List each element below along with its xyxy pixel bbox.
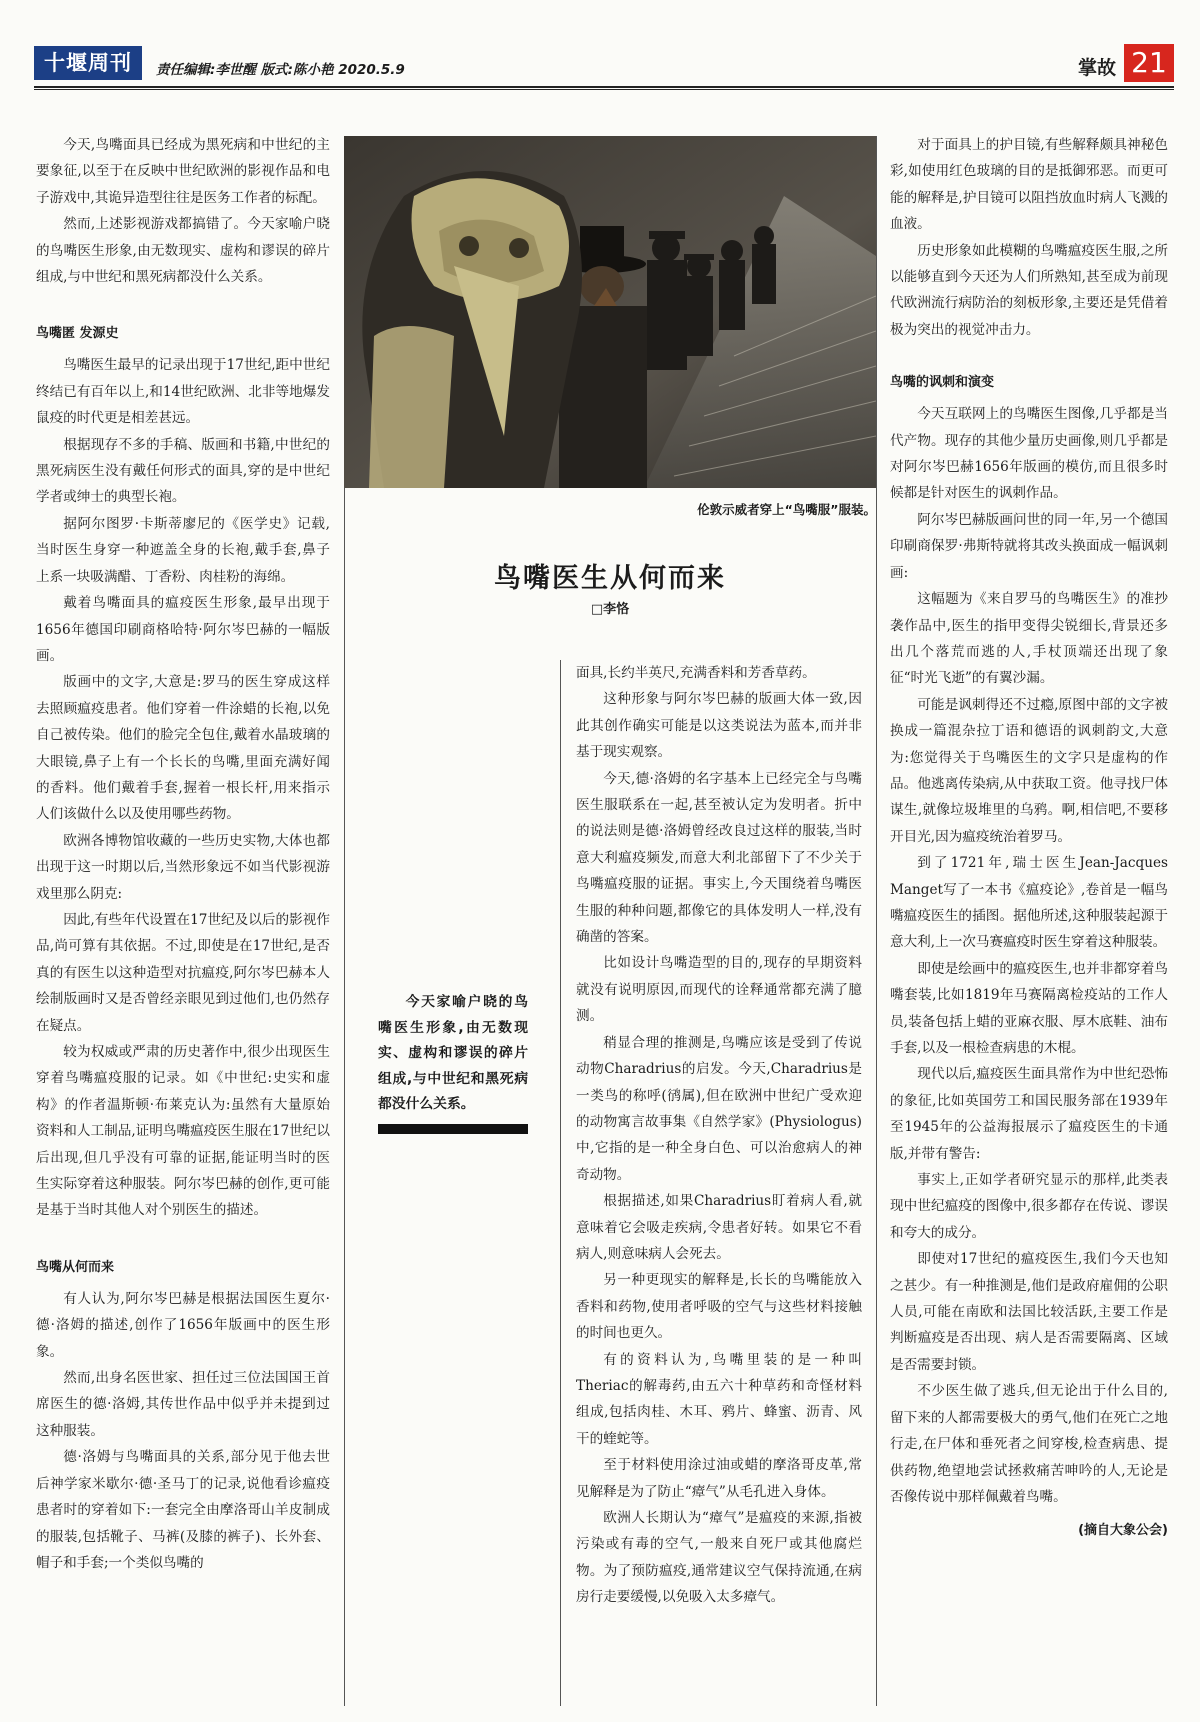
- paragraph: 欧洲各博物馆收藏的一些历史实物,大体也都出现于这一时期以后,当然形象远不如当代影视游戏里那么阴克:: [36, 832, 330, 902]
- newspaper-logo: 十堰周刊: [34, 46, 142, 80]
- article-photo: [344, 136, 876, 488]
- paragraph: 然而,出身名医世家、担任过三位法国国王首席医生的德·洛姆,其传世作品中似乎并未提到过这种服装。: [36, 1370, 330, 1439]
- masthead: [34, 44, 1174, 84]
- section-heading: 鸟嘴匿 发源史: [36, 326, 119, 342]
- paragraph: 德·洛姆与鸟嘴面具的关系,部分见于他去世后神学家米歇尔·德·圣马丁的记录,说他看诊瘟疫患者时的穿着如下:一套完全由摩洛哥山羊皮制成的服装,包括靴子、马裤(及膝的裤子)、长外套、帽子和手套;一个类似鸟嘴的: [36, 1449, 330, 1571]
- article-column-1: [36, 132, 330, 1576]
- page-number: 21: [1124, 44, 1174, 82]
- source-credit: (摘自大象公会): [1078, 1523, 1168, 1539]
- column-divider: [560, 660, 561, 1706]
- paragraph: 然而,上述影视游戏都搞错了。今天家喻户晓的鸟嘴医生形象,由无数现实、虚构和谬误的碎片组成,与中世纪和黑死病都没什么关系。: [36, 216, 330, 286]
- paragraph: 稍显合理的推测是,鸟嘴应该是受到了传说动物Charadrius的启发。今天,Charadrius是一类鸟的称呼(鸻属),但在欧洲中世纪广受欢迎的动物寓言故事集《自然学家》(Physiologus)中,它指的是一种全身白色、可以治愈病人的神奇动物。: [576, 1034, 862, 1183]
- paragraph: 即使是绘画中的瘟疫医生,也并非都穿着鸟嘴套装,比如1819年马赛隔离检疫站的工作人员,装备包括上蜡的亚麻衣服、厚木底鞋、油布手套,以及一根检查病患的木棍。: [890, 960, 1168, 1056]
- section-heading: 鸟嘴从何而来: [36, 1259, 115, 1275]
- editor-line: 责任编辑:李世醒 版式:陈小艳 2020.5.9: [156, 62, 405, 78]
- paragraph: 这种形象与阿尔岑巴赫的版画大体一致,因此其创作确实可能是以这类说法为蓝本,而并非基于现实观察。: [576, 691, 862, 761]
- paragraph: 鸟嘴医生最早的记录出现于17世纪,距中世纪终结已有百年以上,和14世纪欧洲、北非等地爆发鼠疫的时代更是相差甚远。: [36, 357, 330, 427]
- paragraph: 有的资料认为,鸟嘴里装的是一种叫Theriac的解毒药,由五六十种草药和奇怪材料组成,包括肉桂、木耳、鸦片、蜂蜜、沥青、风干的蝰蛇等。: [576, 1351, 862, 1447]
- paragraph: 事实上,正如学者研究显示的那样,此类表现中世纪瘟疫的图像中,很多都存在传说、谬误和夸大的成分。: [890, 1172, 1168, 1241]
- paragraph: 因此,有些年代设置在17世纪及以后的影视作品,尚可算有其依据。不过,即使是在17世纪,是否真的有医生以这种造型对抗瘟疫,阿尔岑巴赫本人绘制版画时又是否曾经亲眼见到过他们,也仍然存在疑点。: [36, 911, 330, 1034]
- paragraph: 今天,鸟嘴面具已经成为黑死病和中世纪的主要象征,以至于在反映中世纪欧洲的影视作品和电子游戏中,其诡异造型往往是医务工作者的标配。: [36, 137, 330, 206]
- paragraph: 据阿尔图罗·卡斯蒂廖尼的《医学史》记载,当时医生身穿一种遮盖全身的长袍,戴手套,鼻子上系一块吸满醋、丁香粉、肉桂粉的海绵。: [36, 515, 330, 585]
- header-rule: [34, 86, 1174, 88]
- paragraph: 到了1721年,瑞士医生Jean-Jacques Manget写了一本书《瘟疫论》,卷首是一幅鸟嘴瘟疫医生的插图。据他所述,这种服装起源于意大利,上一次马赛瘟疫时医生穿着这种服装。: [890, 855, 1168, 951]
- paragraph: 现代以后,瘟疫医生面具常作为中世纪恐怖的象征,比如英国劳工和国民服务部在1939年至1945年的公益海报展示了瘟疫医生的卡通版,并带有警告:: [890, 1066, 1168, 1162]
- paragraph: 阿尔岑巴赫版画问世的同一年,另一个德国印刷商保罗·弗斯特就将其改头换面成一幅讽刺画:: [890, 511, 1168, 581]
- paragraph: 比如设计鸟嘴造型的目的,现存的早期资料就没有说明原因,而现代的诠释通常都充满了臆测。: [576, 955, 862, 1025]
- paragraph: 另一种更现实的解释是,长长的鸟嘴能放入香料和药物,使用者呼吸的空气与这些材料接触的时间也更久。: [576, 1272, 862, 1342]
- paragraph: 今天,德·洛姆的名字基本上已经完全与鸟嘴医生服联系在一起,甚至被认定为发明者。折中的说法则是德·洛姆曾经改良过这样的服装,当时意大利瘟疫频发,而意大利北部留下了不少关于鸟嘴瘟疫服的证据。事实上,今天围绕着鸟嘴医生服的种种问题,都像它的具体发明人一样,没有确凿的答案。: [576, 770, 862, 946]
- paragraph: 即使对17世纪的瘟疫医生,我们今天也知之甚少。有一种推测是,他们是政府雇佣的公职人员,可能在南欧和法国比较活跃,主要工作是判断瘟疫是否出现、病人是否需要隔离、区域是否需要封锁。: [890, 1251, 1168, 1373]
- paragraph: 不少医生做了逃兵,但无论出于什么目的,留下来的人都需要极大的勇气,他们在死亡之地行走,在尸体和垂死者之间穿梭,检查病患、提供药物,绝望地尝试拯救痛苦呻吟的人,无论是否像传说中那样佩戴着鸟嘴。: [890, 1383, 1168, 1505]
- paragraph: 较为权威或严肃的历史著作中,很少出现医生穿着鸟嘴瘟疫服的记录。如《中世纪:史实和虚构》的作者温斯顿·布莱克认为:虽然有大量原始资料和人工制品,证明鸟嘴瘟疫医生服在17世纪以后出现,但几乎没有可靠的证据,能证明当时的医生实际穿着这种服装。阿尔岑巴赫的创作,更可能是基于当时其他人对个别医生的描述。: [36, 1044, 330, 1219]
- paragraph: 至于材料使用涂过油或蜡的摩洛哥皮革,常见解释是为了防止“瘴气”从毛孔进入身体。: [576, 1457, 862, 1500]
- paragraph: 这幅题为《来自罗马的鸟嘴医生》的准抄袭作品中,医生的指甲变得尖锐细长,背景还多出几个落荒而逃的人,手杖顶端还出现了象征“时光飞逝”的有翼沙漏。: [890, 591, 1168, 687]
- photo-caption: 伦敦示威者穿上“鸟嘴服”服装。: [697, 502, 876, 517]
- plague-doctor-photo-illustration: [344, 136, 876, 488]
- paragraph: 根据现存不多的手稿、版画和书籍,中世纪的黑死病医生没有戴任何形式的面具,穿的是中世纪学者或绅士的典型长袍。: [36, 436, 330, 506]
- pull-quote-bar: [378, 1124, 528, 1134]
- section-name: 掌故: [1077, 57, 1116, 79]
- paragraph: 对于面具上的护目镜,有些解释颇具神秘色彩,如使用红色玻璃的目的是抵御邪恶。而更可能的解释是,护目镜可以阻挡放血时病人飞溅的血液。: [890, 137, 1168, 233]
- paragraph: 戴着鸟嘴面具的瘟疫医生形象,最早出现于1656年德国印刷商格哈特·阿尔岑巴赫的一幅版画。: [36, 595, 330, 664]
- section-heading: 鸟嘴的讽刺和演变: [890, 375, 995, 391]
- paragraph: 今天互联网上的鸟嘴医生图像,几乎都是当代产物。现存的其他少量历史画像,则几乎都是对阿尔岑巴赫1656年版画的模仿,而且很多时候都是针对医生的讽刺作品。: [890, 406, 1168, 502]
- paragraph: 欧洲人长期认为“瘴气”是瘟疫的来源,指被污染或有毒的空气,一般来自死尸或其他腐烂物。为了预防瘟疫,通常建议空气保持流通,在病房行走要缓慢,以免吸入太多瘴气。: [576, 1510, 862, 1606]
- column-divider: [876, 136, 877, 1706]
- paragraph: 可能是讽刺得还不过瘾,原图中部的文字被换成一篇混杂拉丁语和德语的讽刺韵文,大意为:您觉得关于鸟嘴医生的文字只是虚构的作品。他逃离传染病,从中获取工资。他寻找尸体谋生,就像垃圾堆里的乌鸦。啊,相信吧,不要移开目光,因为瘟疫统治着罗马。: [890, 696, 1168, 845]
- paragraph: 历史形象如此模糊的鸟嘴瘟疫医生服,之所以能够直到今天还为人们所熟知,甚至成为前现代欧洲流行病防治的刻板形象,主要还是凭借着极为突出的视觉冲击力。: [890, 242, 1168, 338]
- article-column-2: [576, 660, 862, 1611]
- article-column-3: [890, 132, 1168, 1545]
- pull-quote-text: 今天家喻户晓的鸟嘴医生形象,由无数现实、虚构和谬误的碎片组成,与中世纪和黑死病都没什么关系。: [378, 994, 528, 1112]
- article-title: 鸟嘴医生从何而来: [494, 563, 726, 594]
- pull-quote: [378, 990, 528, 1118]
- byline: □李恪: [590, 602, 630, 617]
- header-rule-thin: [34, 89, 1174, 90]
- paragraph: 根据描述,如果Charadrius盯着病人看,就意味着它会吸走疾病,令患者好转。如果它不看病人,则意味病人会死去。: [576, 1193, 862, 1262]
- paragraph: 版画中的文字,大意是:罗马的医生穿成这样去照顾瘟疫患者。他们穿着一件涂蜡的长袍,以免自己被传染。他们的脸完全包住,戴着水晶玻璃的大眼镜,鼻子上有一个长长的鸟嘴,里面充满好闻的香料。他们戴着手套,握着一根长杆,用来指示人们该做什么以及使用哪些药物。: [36, 674, 330, 823]
- paragraph: 面具,长约半英尺,充满香料和芳香草药。: [576, 665, 816, 681]
- paragraph: 有人认为,阿尔岑巴赫是根据法国医生夏尔·德·洛姆的描述,创作了1656年版画中的医生形象。: [36, 1290, 330, 1360]
